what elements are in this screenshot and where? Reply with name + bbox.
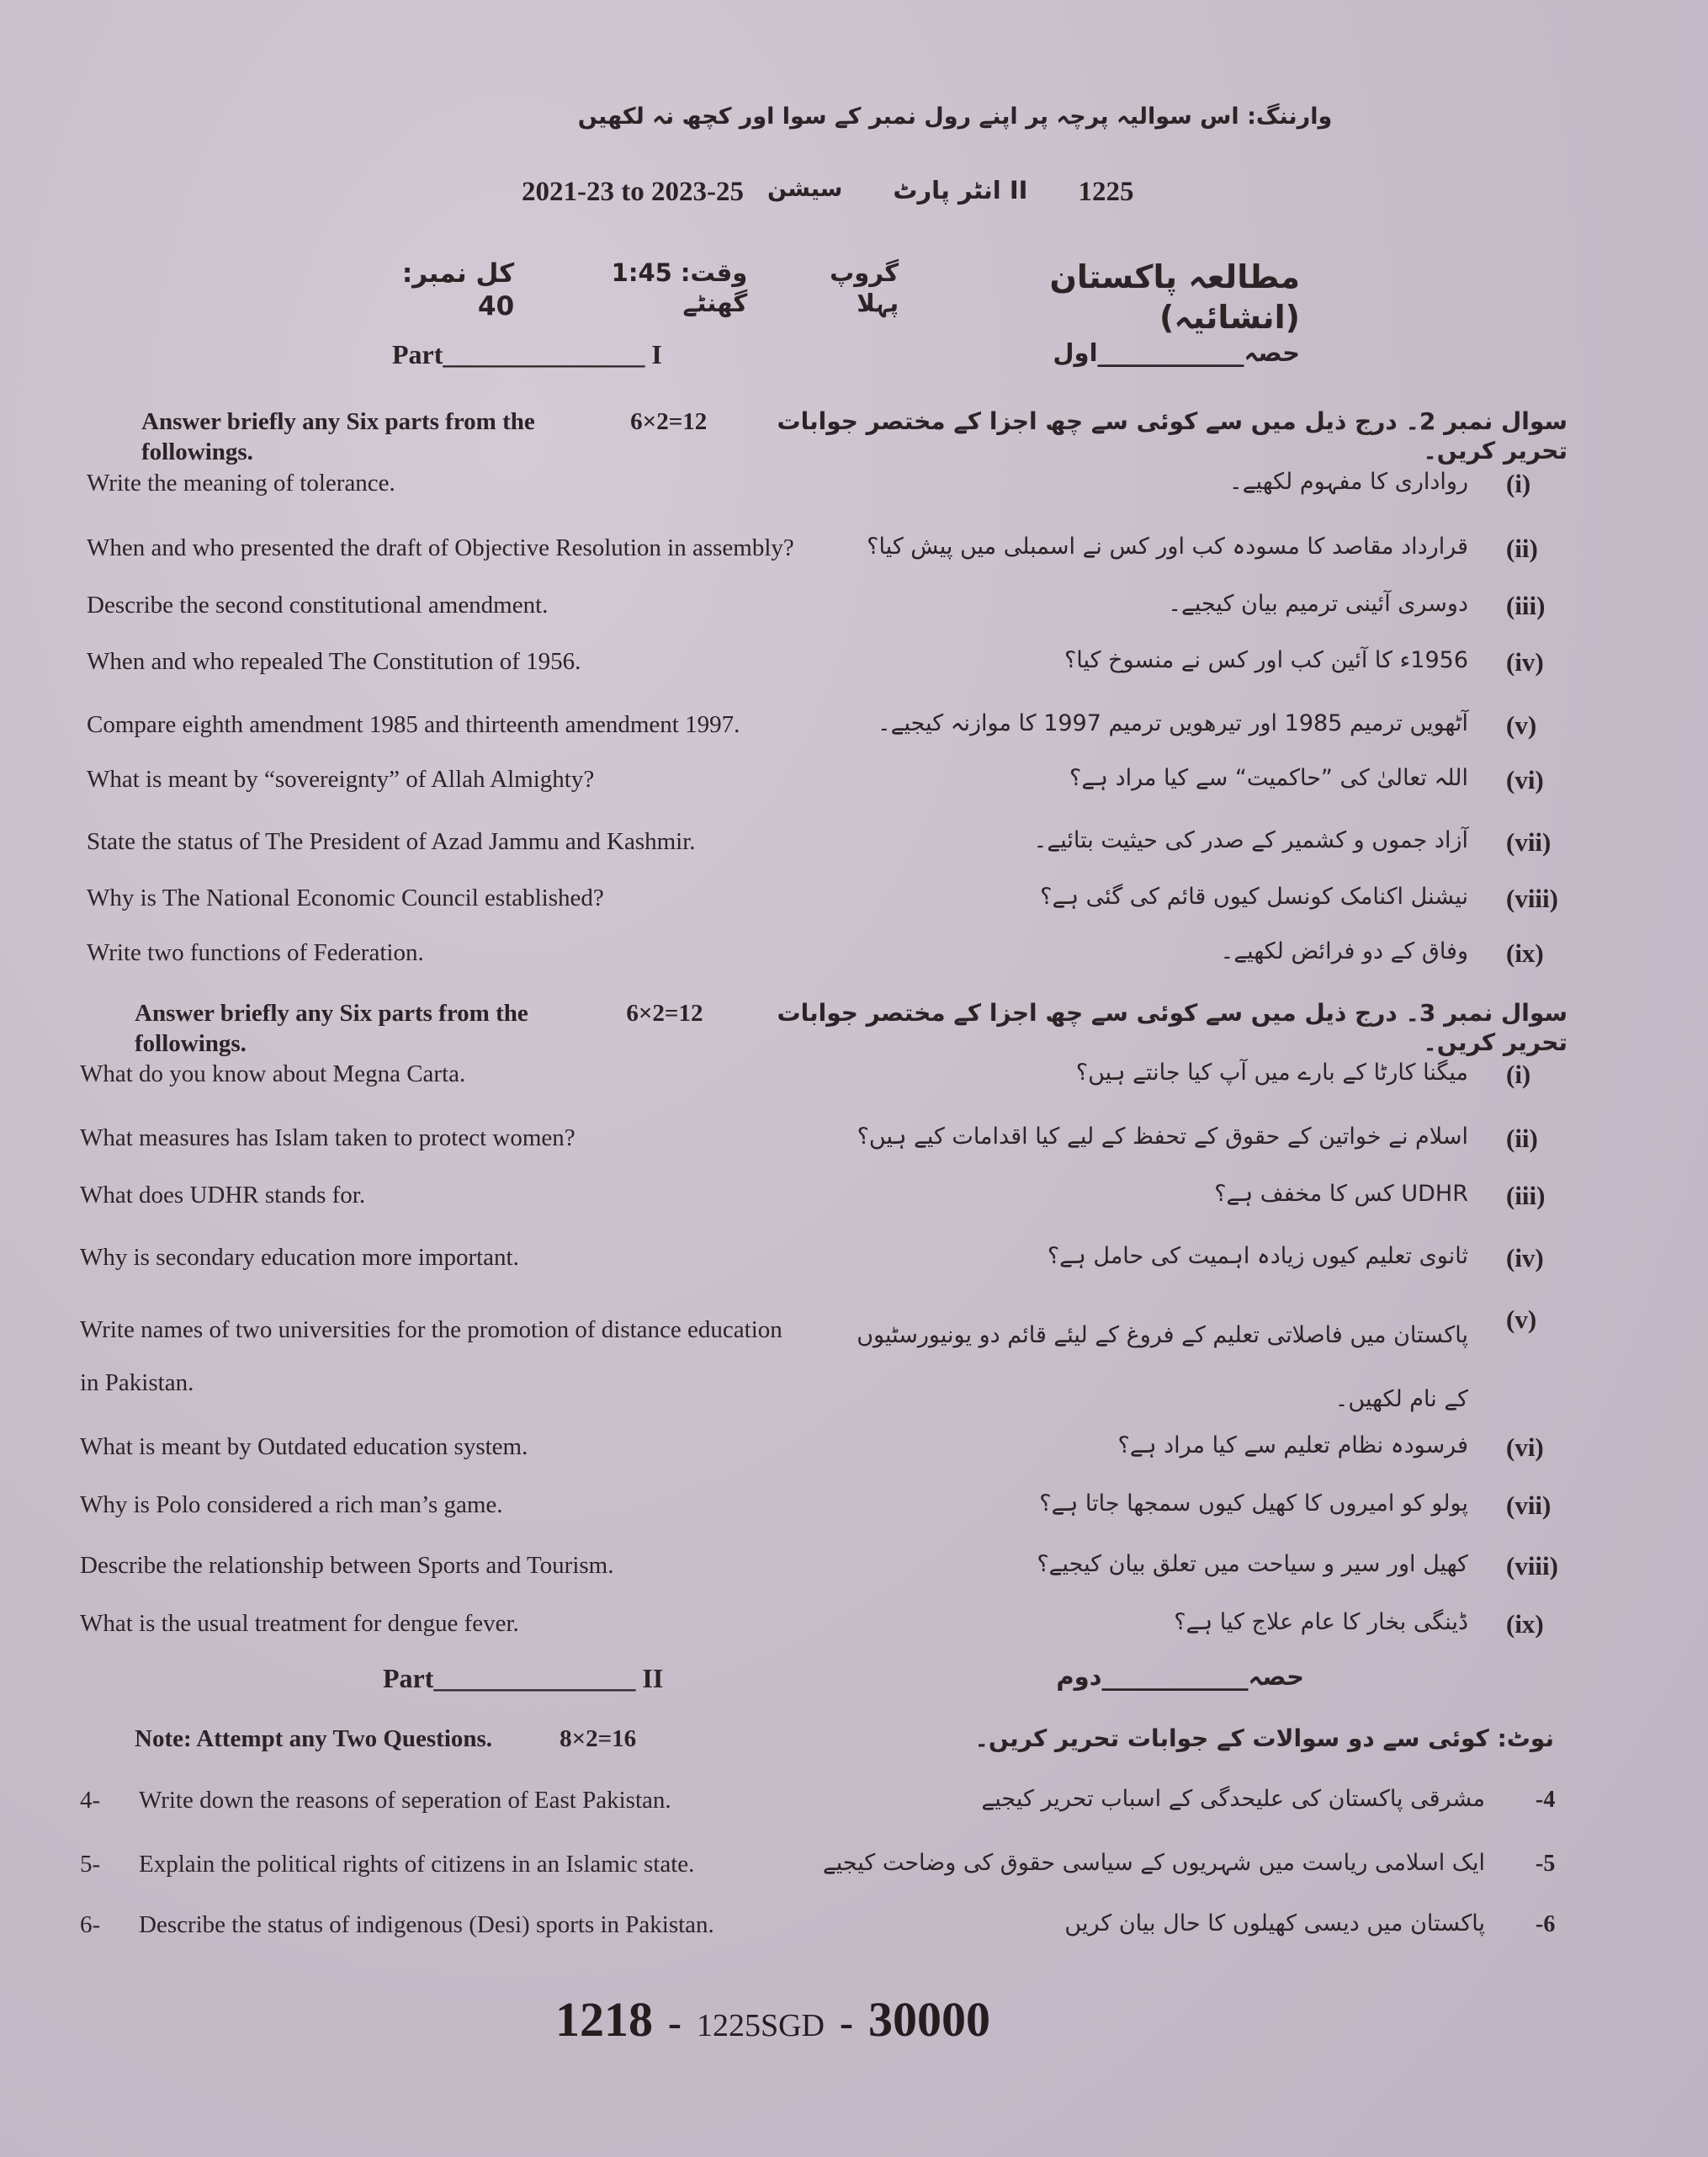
item-text-en: What is meant by Outdated education system.: [80, 1433, 528, 1460]
question-text-ur: مشرقی پاکستان کی علیحدگی کے اسباب تحریر کیجیے: [981, 1786, 1485, 1812]
item-right: [1204, 468, 1569, 501]
item-left: [80, 1550, 614, 1581]
item-text-en: When and who repealed The Constitution of 1956.: [87, 647, 581, 675]
item-text-ur: کھیل اور سیر و سیاحت میں تعلق بیان کیجیے؟: [1037, 1551, 1468, 1577]
item-text-ur: آٹھویں ترمیم 1985 اور تیرھویں ترمیم 1997 کا موازنہ کیجیے۔: [877, 709, 1468, 736]
question-3: [0, 998, 1708, 1662]
item-right: [1189, 1180, 1569, 1213]
question-row: [0, 1849, 1708, 1910]
item-number: (iii): [1506, 1181, 1546, 1210]
item-text-ur: فرسودہ نظام تعلیم سے کیا مراد ہے؟: [1117, 1432, 1468, 1458]
question-text-ur: پاکستان میں دیسی کھیلوں کا حال بیان کریں: [1064, 1910, 1485, 1937]
item-text-ur: پاکستان میں فاصلاتی تعلیم کے فروغ کے لیئے قائم دو یونیورسٹیوں کے نام لکھیں۔: [857, 1322, 1468, 1412]
item-text-ur: ثانوی تعلیم کیوں زیادہ اہمیت کی حامل ہے؟: [1047, 1243, 1468, 1269]
question-right: [798, 1849, 1569, 1878]
question-number-ur: -5: [1536, 1851, 1556, 1877]
item-left: [80, 1180, 365, 1210]
q3-instruction-right: [703, 998, 1567, 1057]
item-text-ur: پولو کو امیروں کا کھیل کیوں سمجھا جاتا ہے؟: [1039, 1490, 1468, 1517]
item-number: (v): [1506, 709, 1537, 740]
q2-instruction-ur: سوال نمبر 2۔ درج ذیل میں سے کوئی سے چھ اجزا کے مختصر جوابات تحریر کریں۔: [777, 407, 1567, 465]
item-text-ur: اسلام نے خواتین کے حقوق کے تحفظ کے لیے کیا اقدامات کیے ہیں؟: [857, 1124, 1468, 1150]
item-right: [1196, 938, 1569, 970]
part2-title-en: Part_______________ II: [383, 1663, 664, 1693]
footer-sep-1: -: [668, 2000, 682, 2045]
question-right: [956, 1785, 1569, 1814]
list-item: [0, 938, 1708, 998]
item-left: [87, 709, 740, 740]
question-left: [80, 1910, 714, 1940]
question-left: [80, 1785, 671, 1815]
list-item: [0, 1123, 1708, 1180]
time-allowed: وقت: 1:45 گھنٹے: [611, 258, 748, 318]
item-text-en: Why is The National Economic Council established?: [87, 884, 604, 911]
q3-instruction-ur: سوال نمبر 3۔ درج ذیل میں سے کوئی سے چھ اجزا کے مختصر جوابات تحریر کریں۔: [777, 998, 1567, 1056]
warning-row: [0, 103, 1708, 175]
list-item: [0, 1180, 1708, 1242]
question-number: 4-: [80, 1787, 101, 1814]
item-text-ur: رواداری کا مفہوم لکھیے۔: [1228, 468, 1468, 495]
title-row: [0, 258, 1708, 337]
item-text-en: Write the meaning of tolerance.: [87, 469, 395, 497]
paper-footer: [0, 1990, 1708, 2051]
item-number: (v): [1506, 1304, 1537, 1334]
item-right: [1148, 1608, 1569, 1641]
paper-code: 1225: [1078, 177, 1134, 207]
item-right: [1143, 590, 1569, 623]
item-text-en: Write names of two universities for the promotion of distance education in Pakistan.: [80, 1316, 782, 1396]
part2-note-ur: نوٹ: کوئی سے دو سوالات کے جوابات تحریر کریں۔: [974, 1724, 1554, 1752]
item-right: [841, 533, 1569, 566]
item-number: (vii): [1506, 1490, 1552, 1520]
item-text-en: What do you know about Megna Carta.: [80, 1060, 466, 1087]
item-number: (viii): [1506, 883, 1558, 913]
item-number: (ix): [1506, 1609, 1544, 1639]
item-number: (iii): [1506, 590, 1546, 620]
footer-sep-2: -: [840, 2000, 853, 2045]
item-right: [1051, 1059, 1569, 1092]
part2-note-row: [0, 1724, 1708, 1785]
item-text-en: Why is Polo considered a rich man’s game.: [80, 1491, 503, 1518]
list-item: [0, 764, 1708, 826]
item-text-ur: میگنا کارٹا کے بارے میں آپ کیا جانتے ہیں؟: [1075, 1060, 1468, 1086]
item-number: (vi): [1506, 764, 1544, 794]
part2-note-right: [949, 1724, 1554, 1753]
item-text-en: Write two functions of Federation.: [87, 938, 424, 966]
list-item: [0, 1059, 1708, 1123]
part2-note-left: [135, 1724, 636, 1754]
item-text-ur: نیشنل اکنامک کونسل کیوں قائم کی گئی ہے؟: [1040, 883, 1468, 910]
question-number: 6-: [80, 1911, 101, 1938]
q2-instruction-right: [707, 406, 1567, 465]
item-text-ur: آزاد جموں و کشمیر کے صدر کی حیثیت بتائیے۔: [1033, 826, 1468, 853]
item-text-ur: UDHR کس کا مخفف ہے؟: [1214, 1181, 1468, 1207]
item-text-ur: وفاق کے دو فرائض لکھیے۔: [1220, 938, 1468, 964]
footer-code-2: 1225SGD: [696, 2008, 825, 2043]
item-text-ur: دوسری آئینی ترمیم بیان کیجیے۔: [1168, 590, 1468, 617]
item-left: [80, 1304, 804, 1410]
part1-title-en: Part_______________ I: [392, 339, 662, 369]
list-item: [0, 1304, 1708, 1432]
question-number-ur: -4: [1536, 1787, 1556, 1813]
list-item: [0, 468, 1708, 533]
item-text-ur: 1956ء کا آئین کب اور کس نے منسوخ کیا؟: [1064, 646, 1468, 673]
item-number: (iv): [1506, 646, 1544, 677]
item-text-en: Describe the second constitutional amendment.: [87, 591, 549, 619]
list-item: [0, 1242, 1708, 1304]
item-left: [87, 764, 594, 794]
q3-instruction-row: [0, 998, 1708, 1060]
part2-note-en: Note: Attempt any Two Questions.: [135, 1725, 493, 1752]
q2-instruction-en: Answer briefly any Six parts from the followings.: [141, 408, 535, 466]
question-row: [0, 1785, 1708, 1849]
item-left: [80, 1490, 503, 1520]
q2-marks: 6×2=12: [630, 408, 708, 435]
list-item: [0, 709, 1708, 764]
part2-title-ur: حصہ____________دوم: [1056, 1662, 1304, 1691]
item-left: [80, 1059, 465, 1089]
part2-questions: [0, 1785, 1708, 1990]
item-text-en: What does UDHR stands for.: [80, 1182, 366, 1209]
item-number: (ix): [1506, 938, 1544, 968]
item-text-en: State the status of The President of Azad Jammu and Kashmir.: [87, 827, 696, 855]
item-left: [80, 1432, 528, 1462]
q3-instruction-en: Answer briefly any Six parts from the followings.: [135, 999, 528, 1057]
question-right: [1039, 1910, 1569, 1939]
q2-instruction-left: [141, 406, 707, 468]
footer-code-1: 1218: [555, 1992, 653, 2047]
subject-title: مطالعہ پاکستان (انشائیہ): [1049, 258, 1301, 336]
item-text-en: When and who presented the draft of Objective Resolution in assembly?: [87, 534, 794, 561]
part1-title-row: [0, 337, 1708, 406]
total-marks: کل نمبر: 40: [401, 258, 515, 321]
item-left: [87, 590, 548, 620]
item-right: [832, 1123, 1569, 1156]
question-row: [0, 1910, 1708, 1990]
list-item: [0, 826, 1708, 883]
item-text-en: Why is secondary education more important.: [80, 1244, 519, 1271]
question-number-ur: -6: [1536, 1911, 1556, 1937]
item-text-en: Compare eighth amendment 1985 and thirteenth amendment 1997.: [87, 710, 740, 738]
item-left: [87, 938, 424, 968]
question-left: [80, 1849, 694, 1879]
item-right: [1044, 764, 1569, 797]
item-right: [1011, 1550, 1569, 1583]
item-left: [80, 1242, 519, 1272]
item-left: [87, 883, 604, 913]
list-item: [0, 1490, 1708, 1550]
item-number: (ii): [1506, 533, 1538, 563]
item-number: (iv): [1506, 1243, 1544, 1272]
session-row: [0, 175, 1708, 258]
item-left: [80, 1123, 576, 1153]
item-right: [820, 1304, 1569, 1432]
warning-text: وارننگ: اس سوالیہ پرچہ پر اپنے رول نمبر کے سوا اور کچھ نہ لکھیں: [577, 104, 1333, 130]
list-item: [0, 1608, 1708, 1661]
item-left: [87, 533, 794, 563]
question-text-ur: ایک اسلامی ریاست میں شہریوں کے سیاسی حقوق کی وضاحت کیجیے: [822, 1850, 1485, 1876]
footer-count: 30000: [868, 1992, 990, 2047]
q3-marks: 6×2=12: [626, 999, 703, 1027]
item-text-en: What is meant by “sovereignty” of Allah Almighty?: [87, 765, 595, 793]
item-number: (i): [1506, 468, 1531, 498]
item-number: (vii): [1506, 826, 1552, 857]
list-item: [0, 1550, 1708, 1608]
list-item: [0, 590, 1708, 646]
class-label: II انٹر پارٹ: [893, 176, 1028, 205]
item-text-en: What is the usual treatment for dengue fever.: [80, 1610, 519, 1637]
list-item: [0, 883, 1708, 938]
q3-instruction-left: [135, 998, 703, 1060]
question-text-en: Explain the political rights of citizens in an Islamic state.: [139, 1851, 695, 1878]
item-number: (i): [1506, 1060, 1531, 1089]
session-label: سیشن: [766, 176, 843, 202]
question-2: [0, 406, 1708, 998]
item-right: [1014, 1490, 1569, 1522]
item-left: [87, 826, 696, 857]
item-text-ur: اللہ تعالیٰ کی ”حاکمیت“ سے کیا مراد ہے؟: [1069, 764, 1468, 791]
item-right: [1015, 883, 1569, 916]
question-text-en: Describe the status of indigenous (Desi) sports in Pakistan.: [139, 1911, 714, 1938]
question-number: 5-: [80, 1851, 101, 1878]
item-left: [87, 646, 581, 677]
item-left: [80, 1608, 519, 1639]
q2-instruction-row: [0, 406, 1708, 468]
item-text-ur: قرارداد مقاصد کا مسودہ کب اور کس نے اسمبلی میں پیش کیا؟: [867, 533, 1468, 560]
question-text-en: Write down the reasons of seperation of East Pakistan.: [139, 1787, 671, 1814]
item-number: (vi): [1506, 1432, 1544, 1462]
item-number: (viii): [1506, 1551, 1558, 1581]
part1-title-ur: حصہ____________اول: [1053, 338, 1300, 367]
list-item: [0, 1432, 1708, 1490]
item-right: [1039, 646, 1569, 679]
item-right: [1093, 1432, 1569, 1464]
item-right: [1009, 826, 1569, 859]
item-number: (ii): [1506, 1124, 1538, 1153]
part2-marks: 8×2=16: [560, 1725, 637, 1752]
item-right: [1022, 1242, 1569, 1275]
part2-title-row: [0, 1661, 1708, 1724]
item-right: [852, 709, 1569, 742]
item-left: [87, 468, 395, 498]
group-label: گروپ پہلا: [830, 258, 899, 318]
list-item: [0, 533, 1708, 590]
item-text-en: What measures has Islam taken to protect women?: [80, 1124, 576, 1151]
item-text-ur: ڈینگی بخار کا عام علاج کیا ہے؟: [1174, 1609, 1468, 1635]
list-item: [0, 646, 1708, 709]
item-text-en: Describe the relationship between Sports and Tourism.: [80, 1552, 614, 1579]
session-years: 2021-23 to 2023-25: [522, 177, 744, 207]
